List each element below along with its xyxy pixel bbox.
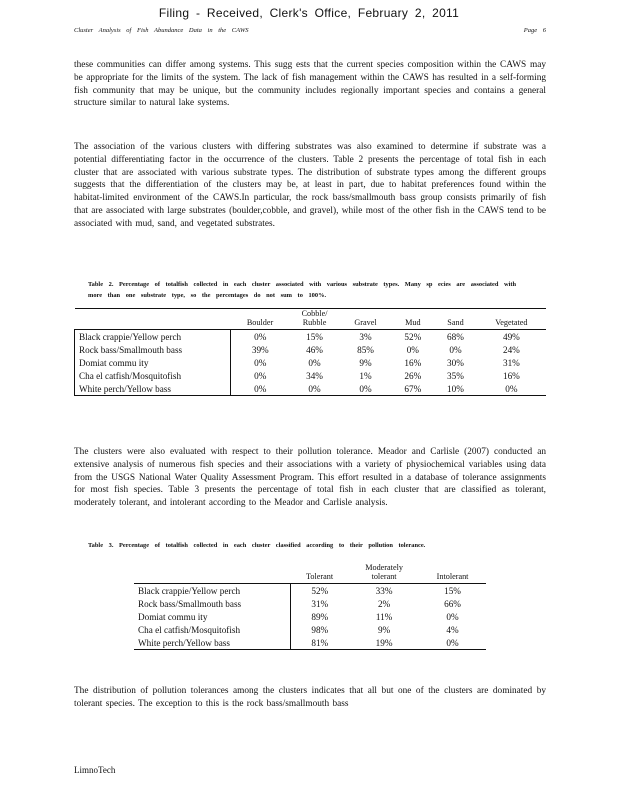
table-cell: 15% (419, 584, 486, 598)
table-cell: 66% (444, 598, 461, 609)
paragraph-2: The association of the various clusters with differing substrates was also examined to determine if substrate was a potential differentiating factor in the occurrence of the clusters. Table 2 presents the percentage of total fish in each cluster that are associated with various substrate types. The distribution of substrate types among the different groups suggests that the differentiation of the clusters may be, at least in part, due to habitat preferences found within the habitat-limited environment of the CAWS.In particular, the rock bass/smallmouth bass group consists primarily of fish that are associated with large substrates (boulder,cobble, and gravel), while most of the other fish in the CAWS tend to be associated with mud, sand, and vegetated substrates. (74, 142, 546, 229)
table-cell: 19% (349, 636, 419, 650)
table-cell: 49% (477, 330, 546, 344)
column-header: Boulder (231, 309, 290, 330)
table-cell: 24% (502, 344, 520, 355)
page-number: Page 6 (523, 27, 546, 34)
row-label: Rock bass/Smallmouth bass (134, 597, 290, 610)
table-cell: 35% (447, 370, 464, 381)
running-header-title: Cluster Analysis of Fish Abundance Data in the CAWS (74, 27, 249, 34)
column-header: Cobble/ Rubble (290, 309, 340, 330)
table-cell: 0% (231, 330, 290, 344)
column-header: Mud (392, 309, 435, 330)
table-header-row (134, 563, 486, 584)
table-cell: 68% (434, 330, 477, 344)
column-header: Sand (434, 309, 477, 330)
table-row (134, 623, 486, 636)
row-label: Domiat commu ity (134, 610, 290, 623)
table-cell: 34% (306, 370, 323, 381)
row-label: Black crappie/Yellow perch (75, 330, 231, 344)
table-row (134, 636, 486, 650)
row-label: Domiat commu ity (75, 356, 231, 369)
table-cell: 9% (377, 624, 391, 635)
column-header: Gravel (340, 309, 392, 330)
table-cell: 16% (404, 357, 422, 368)
table-cell: 85% (357, 344, 374, 355)
row-label: Cha el catfish/Mosquitofish (134, 623, 290, 636)
table-cell: 0% (419, 636, 486, 650)
row-label: White perch/Yellow bass (75, 382, 231, 396)
table-row (75, 369, 547, 382)
table-cell: 0% (406, 344, 419, 355)
column-header: Intolerant (436, 572, 469, 581)
table-2-substrate (74, 308, 546, 396)
table-cell: 31% (502, 357, 520, 368)
table-header-row (75, 309, 547, 330)
paragraph-3: The clusters were also evaluated with respect to their pollution tolerance. Meador and Carlisle (2007) conducted an extensive analysis of numerous fish species and their associations with a variety of physiochemical variables using data from the USGS National Water Quality Assessment Program. This effort resulted in a database of tolerance assignments for most fish species. Table 3 presents the percentage of total fish in each cluster that are classified as tolerant, moderately tolerant, and intolerant according to the Meador and Carlisle analysis. (74, 447, 546, 509)
table-row (75, 343, 547, 356)
table-cell: 1% (359, 370, 372, 381)
table-row (134, 610, 486, 623)
table-cell: 30% (447, 357, 464, 368)
table-cell: 46% (306, 344, 323, 355)
table-2-caption: Table 2. Percentage of totalfish collected in each cluster associated with various substrate types. Many sp ecies are associated with more than one substrate type, so the percentages do not sum to 100%. (88, 281, 517, 299)
table-row (134, 584, 486, 598)
table-cell: 81% (290, 636, 349, 650)
table-cell: 39% (251, 344, 269, 355)
table-cell: 9% (359, 357, 372, 368)
footer-company: LimnoTech (74, 765, 116, 775)
table-3-caption: Table 3. Percentage of totalfish collected in each cluster classified according to their pollution tolerance. (88, 542, 426, 549)
row-label: White perch/Yellow bass (134, 636, 290, 650)
table-cell: 98% (311, 624, 329, 635)
running-header (74, 27, 546, 34)
table-cell: 67% (392, 382, 435, 396)
table-row (75, 330, 547, 344)
table-cell: 3% (340, 330, 392, 344)
table-cell: 0% (446, 611, 459, 622)
paragraph-4: The distribution of pollution tolerances among the clusters indicates that all but one of the clusters are dominated by tolerant species. The exception to this is the rock bass/smallmouth bass (74, 686, 546, 709)
table-cell: 26% (404, 370, 422, 381)
table-cell: 0% (231, 382, 290, 396)
row-label: Rock bass/Smallmouth bass (75, 343, 231, 356)
table-row (75, 356, 547, 369)
table-cell: 0% (254, 357, 267, 368)
table-cell: 11% (375, 611, 393, 622)
table-cell: 0% (290, 382, 340, 396)
table-cell: 0% (254, 370, 267, 381)
column-header: Tolerant (305, 572, 334, 581)
table-cell: 31% (311, 598, 329, 609)
table-cell: 16% (502, 370, 520, 381)
filing-stamp: Filing - Received, Clerk's Office, February 2, 2011 (158, 6, 460, 20)
table-cell: 10% (434, 382, 477, 396)
table-row (75, 382, 547, 396)
row-label: Black crappie/Yellow perch (134, 584, 290, 598)
table-cell: 52% (392, 330, 435, 344)
column-header: Vegetated (477, 309, 546, 330)
table-cell: 4% (446, 624, 459, 635)
table-cell: 52% (290, 584, 349, 598)
table-cell: 2% (377, 598, 391, 609)
table-cell: 0% (449, 344, 462, 355)
table-3-tolerance (134, 563, 486, 650)
paragraph-1: these communities can differ among systems. This sugg ests that the current species composition within the CAWS may be appropriate for the limits of the system. The lack of fish management within the CAWS has resulted in a self-forming fish community that may be unique, but the community includes regionally important species and contains a general structure similar to natural lake systems. (74, 60, 546, 109)
table-cell: 15% (290, 330, 340, 344)
table-cell: 0% (477, 382, 546, 396)
table-row (134, 597, 486, 610)
table-cell: 0% (308, 357, 321, 368)
table-cell: 0% (340, 382, 392, 396)
table-cell: 33% (349, 584, 419, 598)
row-label: Cha el catfish/Mosquitofish (75, 369, 231, 382)
table-cell: 89% (311, 611, 329, 622)
column-header: Moderately tolerant (365, 563, 403, 581)
